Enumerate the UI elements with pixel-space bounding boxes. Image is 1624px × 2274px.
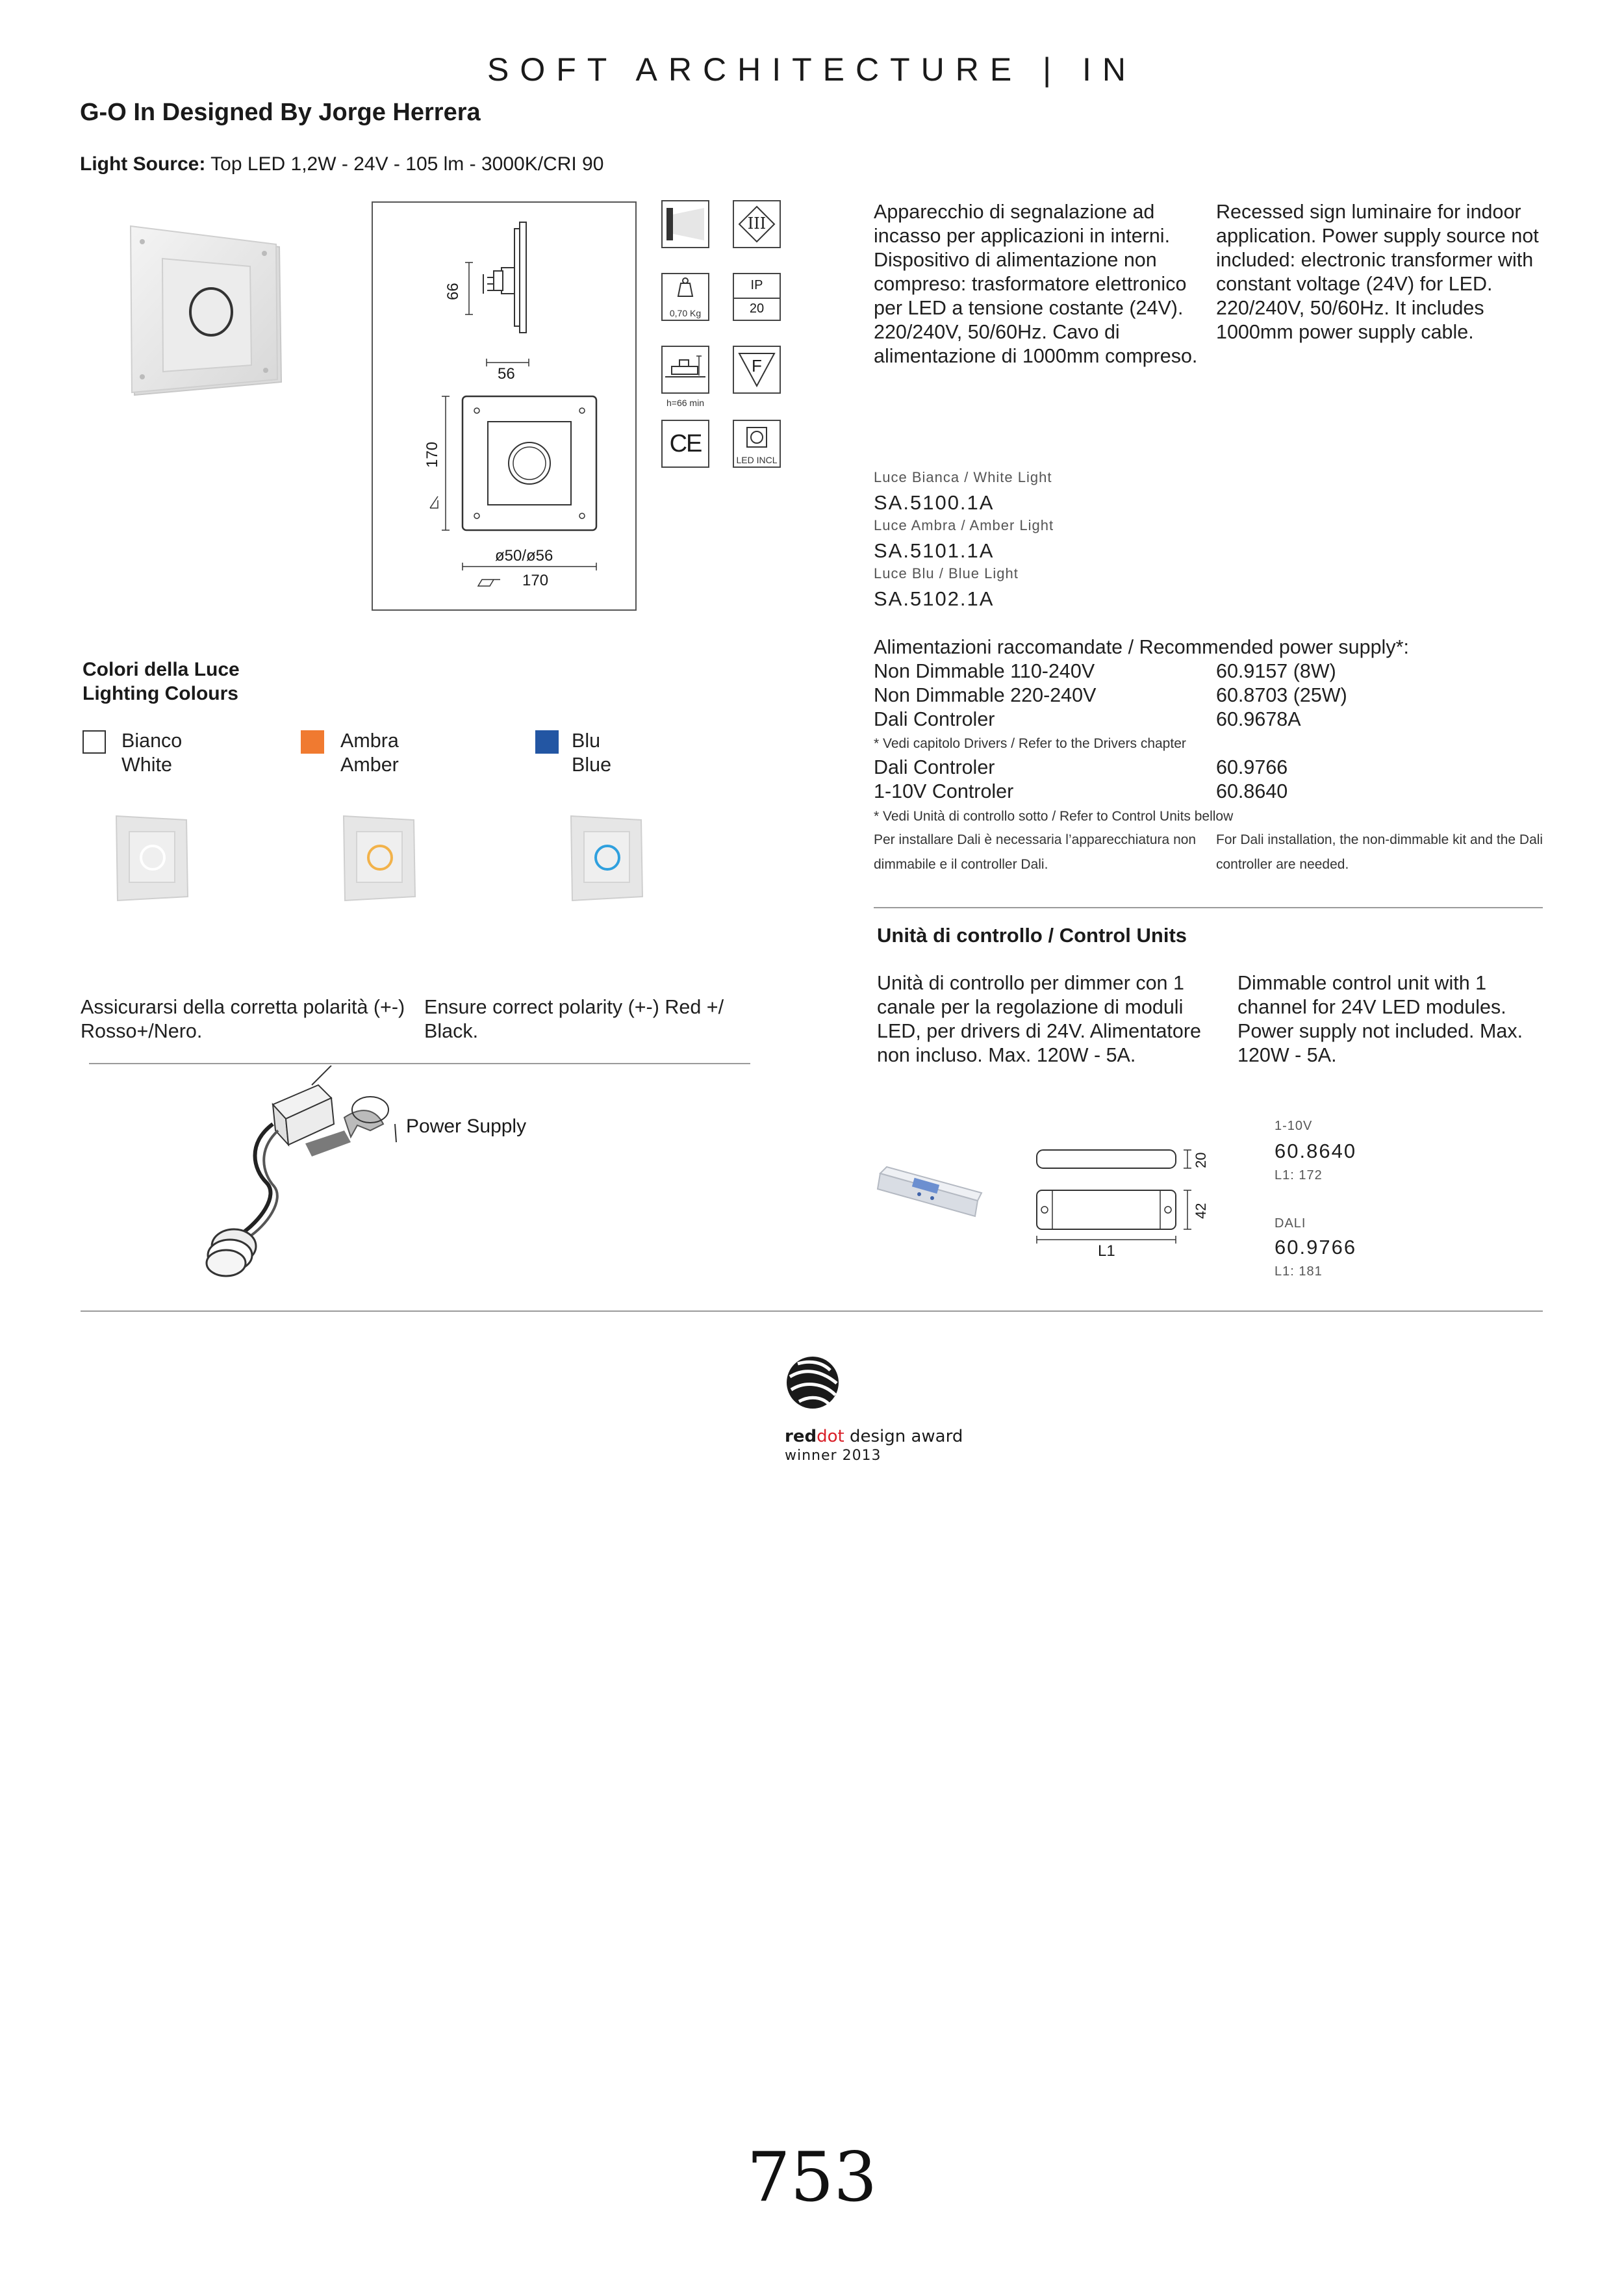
power-heading: Alimentazioni raccomandate / Recommended power supply*: [874, 636, 1409, 658]
colours-heading-en: Lighting Colours [82, 683, 238, 704]
colour-swatch-white [82, 730, 106, 754]
wiring-illustration [195, 1066, 409, 1280]
weight-icon [661, 273, 709, 321]
power-row2-code: 60.9766 [1216, 756, 1288, 778]
power-supply-label: Power Supply [406, 1116, 527, 1137]
divider-control-units [874, 907, 1543, 908]
colour-amber-en: Amber [340, 754, 399, 776]
colours-heading-it: Colori della Luce [82, 659, 240, 680]
dim-42: 42 [1193, 1203, 1209, 1219]
code-white: SA.5100.1A [874, 491, 995, 514]
reddot-logo-icon [785, 1355, 841, 1411]
ip-rating-icon [733, 273, 781, 321]
thumbnail-blue [568, 812, 646, 903]
divider-main [81, 1310, 1543, 1312]
dim-170-bottom: 170 [522, 572, 549, 589]
code-label-amber: Luce Ambra / Amber Light [874, 517, 1054, 533]
reddot-dot: dot [817, 1427, 844, 1446]
power-row-code: 60.9157 (8W) [1216, 660, 1336, 682]
power-note-control: * Vedi Unità di controllo sotto / Refer to Control Units bellow [874, 809, 1234, 824]
weight-label: 0,70 Kg [669, 308, 702, 318]
colour-white-it: Bianco [121, 730, 183, 752]
reddot-rest: design award [844, 1427, 963, 1446]
dim-66: 66 [444, 283, 462, 300]
power-row-name: Non Dimmable 220-240V [874, 684, 1097, 706]
power-row-name: Dali Controler [874, 708, 995, 730]
colour-swatch-amber [301, 730, 324, 754]
unit-label-1-10v: 1-10V [1275, 1119, 1313, 1133]
installation-icon [661, 346, 709, 394]
light-source-label: Light Source: [80, 153, 206, 175]
thumbnail-amber [341, 812, 419, 903]
ip-label: IP [750, 278, 763, 292]
led-included-icon [733, 420, 781, 468]
f-mark-icon [733, 346, 781, 394]
f-mark-label: F [752, 356, 762, 376]
ip-divider [734, 298, 780, 299]
reddot-red: red [785, 1427, 817, 1446]
code-label-blue: Luce Blu / Blue Light [874, 565, 1019, 581]
class-iii-label: III [747, 214, 767, 233]
colour-amber-it: Ambra [340, 730, 399, 752]
power-row2-name: 1-10V Controler [874, 780, 1014, 802]
control-units-en: Dimmable control unit with 1 channel for 24V LED modules. Power supply not included. Max. 120W - 5A. [1237, 972, 1523, 1066]
reddot-award-text [785, 1427, 963, 1446]
unit-label-dali: DALI [1275, 1216, 1306, 1231]
led-included-label: LED INCL [736, 455, 778, 465]
control-unit-drawing [1033, 1138, 1215, 1268]
description-en: Recessed sign luminaire for indoor application. Power supply source not included: electronic transformer with constant voltage (24V) for LED. 220/240V, 50/60Hz. It includes 1000mm power supply cable. [1216, 201, 1539, 343]
power-row-name: Non Dimmable 110-240V [874, 660, 1095, 682]
power-row2-name: Dali Controler [874, 756, 995, 778]
thumbnail-white [114, 812, 192, 903]
technical-drawing [372, 201, 637, 611]
divider-polarity [89, 1063, 750, 1064]
product-photo [127, 221, 286, 396]
dim-56: 56 [498, 365, 515, 383]
polarity-en: Ensure correct polarity (+-) Red +/ Black. [424, 996, 724, 1042]
code-amber: SA.5101.1A [874, 539, 995, 562]
power-row2-code: 60.8640 [1216, 780, 1288, 802]
dim-l1: L1 [1098, 1242, 1115, 1260]
dim-170-vertical: 170 [424, 441, 441, 468]
control-unit-photo [874, 1155, 987, 1227]
colour-swatch-blue [535, 730, 559, 754]
ce-mark-icon [661, 420, 709, 468]
unit-code-dali: 60.9766 [1275, 1236, 1357, 1258]
colour-blue-it: Blu [572, 730, 601, 752]
product-title: G-O In Designed By Jorge Herrera [80, 99, 481, 126]
ce-mark-label: CE [669, 430, 702, 457]
polarity-it: Assicurarsi della corretta polarità (+-) Rosso+/Nero. [81, 996, 405, 1042]
light-source-value: Top LED 1,2W - 24V - 105 lm - 3000K/CRI 90 [210, 153, 604, 175]
dali-note-en: For Dali installation, the non-dimmable kit and the Dali controller are needed. [1216, 832, 1543, 872]
power-note-drivers: * Vedi capitolo Drivers / Refer to the Drivers chapter [874, 736, 1186, 751]
beam-direction-icon [661, 200, 709, 248]
dim-diameter: ø50/ø56 [495, 547, 553, 565]
power-row-code: 60.8703 (25W) [1216, 684, 1347, 706]
power-row-code: 60.9678A [1216, 708, 1301, 730]
dali-note-it: Per installare Dali è necessaria l’apparecchiatura non dimmabile e il controller Dali. [874, 832, 1197, 872]
page-number: 753 [746, 2138, 878, 2217]
light-source-line [80, 153, 603, 175]
class-iii-icon [733, 200, 781, 248]
colour-blue-en: Blue [572, 754, 612, 776]
ip-value: 20 [749, 301, 765, 316]
colour-white-en: White [121, 754, 172, 776]
code-blue: SA.5102.1A [874, 587, 995, 610]
page-header-title: SOFT ARCHITECTURE | IN [487, 51, 1137, 88]
dim-20: 20 [1193, 1152, 1209, 1168]
code-label-white: Luce Bianca / White Light [874, 469, 1052, 485]
description-it: Apparecchio di segnalazione ad incasso per applicazioni in interni. Dispositivo di alimentazione non compreso: trasformatore elettronico per LED a tensione costante (24V). 220/240V, 50/60Hz. Cavo di alimentazione di 1000mm compreso. [874, 201, 1198, 367]
control-units-heading: Unità di controllo / Control Units [877, 924, 1187, 947]
icon-grid [661, 200, 785, 473]
control-units-it: Unità di controllo per dimmer con 1 canale per la regolazione di moduli LED, per drivers di 24V. Alimentatore non incluso. Max. 120W - 5A. [877, 972, 1201, 1066]
unit-l1-dali: L1: 181 [1275, 1264, 1323, 1279]
reddot-winner: winner 2013 [785, 1448, 882, 1464]
unit-l1-1-10v: L1: 172 [1275, 1168, 1323, 1182]
unit-code-1-10v: 60.8640 [1275, 1140, 1357, 1162]
installation-label: h=66 min [666, 398, 704, 408]
